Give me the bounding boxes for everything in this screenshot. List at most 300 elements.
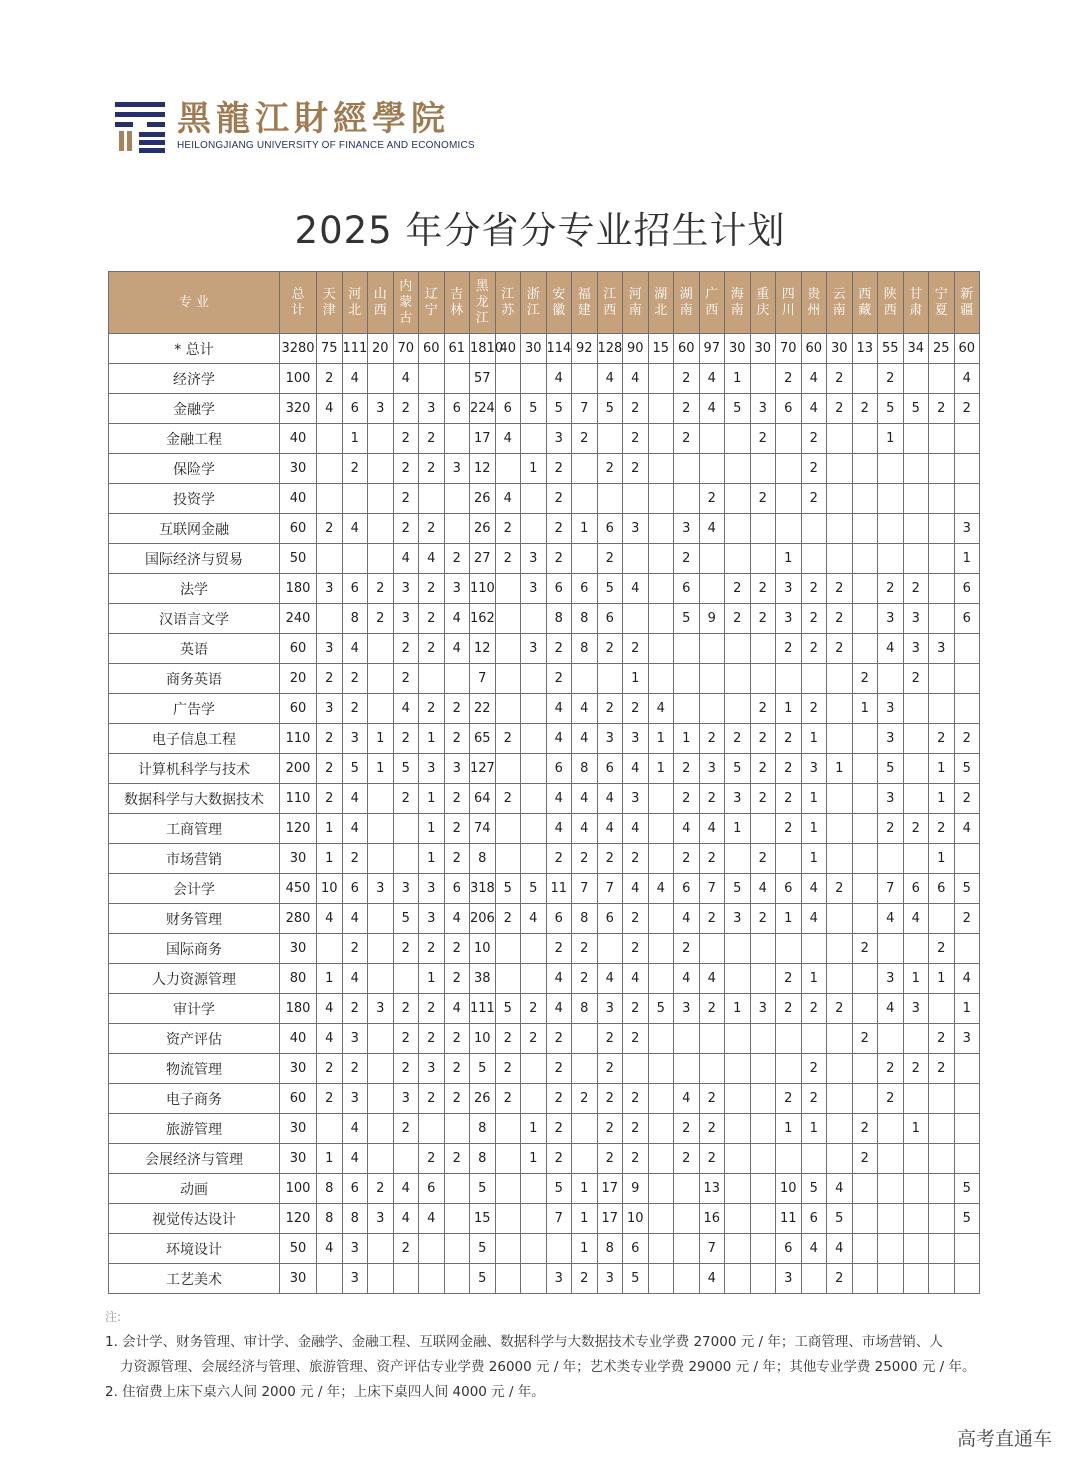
quota-cell: 5 <box>495 874 521 904</box>
quota-cell: 2 <box>546 844 572 874</box>
column-header <box>280 272 317 334</box>
quota-cell: 2 <box>342 934 368 964</box>
quota-cell: 90 <box>623 334 649 364</box>
quota-cell: 1 <box>317 844 343 874</box>
quota-cell <box>699 694 725 724</box>
quota-cell: 7 <box>699 874 725 904</box>
quota-cell <box>495 664 521 694</box>
quota-cell: 3 <box>674 994 700 1024</box>
quota-cell <box>954 1114 980 1144</box>
quota-cell: 2 <box>674 934 700 964</box>
quota-cell <box>852 1264 878 1294</box>
quota-cell: 1 <box>903 1114 929 1144</box>
quota-cell <box>368 1264 394 1294</box>
quota-cell <box>750 664 776 694</box>
quota-cell <box>317 424 343 454</box>
table-row <box>109 1174 980 1204</box>
quota-cell <box>929 574 955 604</box>
quota-cell: 4 <box>572 814 598 844</box>
quota-cell: 13 <box>852 334 878 364</box>
quota-cell: 30 <box>827 334 853 364</box>
quota-cell <box>674 1174 700 1204</box>
quota-cell <box>903 1084 929 1114</box>
quota-cell <box>852 424 878 454</box>
column-header <box>648 272 674 334</box>
quota-cell: 60 <box>419 334 445 364</box>
quota-cell: 2 <box>393 514 419 544</box>
quota-cell: 2 <box>623 934 649 964</box>
quota-cell: 6 <box>597 514 623 544</box>
quota-cell: 3 <box>623 514 649 544</box>
quota-cell: 70 <box>776 334 802 364</box>
quota-cell <box>444 424 470 454</box>
quota-cell <box>521 754 547 784</box>
major-name-cell: 财务管理 <box>109 904 280 934</box>
quota-cell: 6 <box>929 874 955 904</box>
quota-cell: 5 <box>470 1054 496 1084</box>
quota-cell <box>827 1144 853 1174</box>
quota-cell: 10 <box>623 1204 649 1234</box>
quota-cell <box>725 424 751 454</box>
quota-cell: 2 <box>342 694 368 724</box>
quota-cell <box>929 1144 955 1174</box>
quota-cell <box>521 664 547 694</box>
quota-cell <box>521 1204 547 1234</box>
quota-cell <box>903 514 929 544</box>
table-row <box>109 634 980 664</box>
column-header <box>393 272 419 334</box>
quota-cell: 2 <box>419 424 445 454</box>
quota-cell <box>750 364 776 394</box>
quota-cell: 2 <box>827 1264 853 1294</box>
quota-cell: 3 <box>342 1264 368 1294</box>
quota-cell: 2 <box>393 1054 419 1084</box>
quota-cell <box>521 724 547 754</box>
quota-cell <box>954 694 980 724</box>
quota-cell: 5 <box>954 874 980 904</box>
quota-cell: 4 <box>546 994 572 1024</box>
quota-cell: 4 <box>444 604 470 634</box>
page-title: 2025 年分省分专业招生计划 <box>294 209 786 252</box>
quota-cell: 2 <box>393 1234 419 1264</box>
quota-cell: 6 <box>342 874 368 904</box>
column-header-label: 四川 <box>781 286 795 318</box>
quota-cell: 15 <box>648 334 674 364</box>
quota-cell <box>444 1114 470 1144</box>
quota-cell: 2 <box>342 994 368 1024</box>
quota-cell: 3 <box>419 754 445 784</box>
quota-cell: 4 <box>674 814 700 844</box>
quota-cell: 6 <box>546 754 572 784</box>
quota-cell: 2 <box>674 1144 700 1174</box>
quota-cell <box>827 1054 853 1084</box>
quota-cell: 2 <box>317 754 343 784</box>
quota-cell: 2 <box>419 934 445 964</box>
quota-cell: 1 <box>725 814 751 844</box>
quota-cell <box>801 1264 827 1294</box>
quota-cell: 2 <box>623 1084 649 1114</box>
quota-cell: 7 <box>546 1204 572 1234</box>
quota-cell: 2 <box>546 484 572 514</box>
quota-cell: 8 <box>572 994 598 1024</box>
quota-cell: 30 <box>750 334 776 364</box>
quota-cell: 2 <box>444 934 470 964</box>
quota-cell: 2 <box>954 784 980 814</box>
quota-cell: 4 <box>801 1234 827 1264</box>
quota-cell <box>368 1114 394 1144</box>
major-name-cell: 数据科学与大数据技术 <box>109 784 280 814</box>
quota-cell: 1 <box>776 1114 802 1144</box>
quota-cell: 2 <box>495 724 521 754</box>
watermark-text: 高考直通车 <box>956 1428 1052 1450</box>
quota-cell: 1 <box>801 964 827 994</box>
quota-cell <box>368 484 394 514</box>
quota-cell: 2 <box>929 934 955 964</box>
quota-cell: 2 <box>546 1054 572 1084</box>
quota-cell: 2 <box>546 634 572 664</box>
quota-cell: 4 <box>342 904 368 934</box>
quota-cell: 2 <box>852 1114 878 1144</box>
quota-cell <box>903 1204 929 1234</box>
quota-cell <box>419 1264 445 1294</box>
quota-cell: 2 <box>674 754 700 784</box>
quota-cell: 2 <box>444 544 470 574</box>
quota-cell <box>342 484 368 514</box>
quota-cell: 5 <box>954 754 980 784</box>
quota-cell: 2 <box>929 394 955 424</box>
quota-cell <box>368 454 394 484</box>
quota-cell <box>878 1114 904 1144</box>
quota-cell: 8 <box>572 634 598 664</box>
quota-cell: 1 <box>342 424 368 454</box>
quota-cell <box>648 484 674 514</box>
quota-cell: 6 <box>801 1204 827 1234</box>
quota-cell: 10 <box>470 1024 496 1054</box>
university-name-en: HEILONGJIANG UNIVERSITY OF FINANCE AND ECONOMICS <box>177 140 475 151</box>
quota-cell: 2 <box>419 514 445 544</box>
quota-cell: 8 <box>572 604 598 634</box>
quota-cell: 3 <box>954 514 980 544</box>
quota-cell <box>674 484 700 514</box>
quota-cell: 3 <box>903 634 929 664</box>
quota-cell: 4 <box>317 994 343 1024</box>
quota-cell: 5 <box>546 1174 572 1204</box>
quota-cell: 4 <box>572 784 598 814</box>
quota-cell: 8 <box>470 1114 496 1144</box>
quota-cell <box>648 1144 674 1174</box>
quota-cell: 2 <box>419 694 445 724</box>
quota-cell: 2 <box>597 1024 623 1054</box>
notes-section <box>105 1305 995 1405</box>
quota-cell <box>903 454 929 484</box>
quota-cell: 20 <box>368 334 394 364</box>
quota-cell <box>852 1204 878 1234</box>
quota-cell: 2 <box>393 664 419 694</box>
quota-cell: 6 <box>776 1234 802 1264</box>
quota-cell <box>852 514 878 544</box>
quota-cell: 4 <box>393 364 419 394</box>
quota-cell: 2 <box>776 724 802 754</box>
quota-cell: 60 <box>280 1084 317 1114</box>
quota-cell: 4 <box>750 874 776 904</box>
notes-title: 注: <box>105 1310 122 1324</box>
major-name-cell: 旅游管理 <box>109 1114 280 1144</box>
quota-cell: 5 <box>470 1264 496 1294</box>
quota-cell: 3280 <box>280 334 317 364</box>
quota-cell: 3 <box>368 1204 394 1234</box>
quota-cell: 60 <box>801 334 827 364</box>
quota-cell: 4 <box>546 694 572 724</box>
quota-cell: 8 <box>342 604 368 634</box>
quota-cell: 2 <box>317 724 343 754</box>
quota-cell: 2 <box>546 934 572 964</box>
quota-cell <box>317 934 343 964</box>
quota-cell: 2 <box>878 1054 904 1084</box>
quota-cell: 1 <box>954 544 980 574</box>
quota-cell: 5 <box>597 394 623 424</box>
quota-cell <box>521 934 547 964</box>
quota-cell <box>648 1084 674 1114</box>
quota-cell: 2 <box>546 514 572 544</box>
major-name-cell: 电子商务 <box>109 1084 280 1114</box>
quota-cell <box>725 664 751 694</box>
quota-cell: 2 <box>852 1144 878 1174</box>
quota-cell <box>521 364 547 394</box>
column-header <box>495 272 521 334</box>
quota-cell: 3 <box>903 994 929 1024</box>
column-header-label: 福建 <box>577 286 591 318</box>
quota-cell: 3 <box>393 574 419 604</box>
quota-cell: 2 <box>801 994 827 1024</box>
quota-cell: 7 <box>699 1234 725 1264</box>
quota-cell <box>648 424 674 454</box>
quota-cell <box>572 364 598 394</box>
quota-cell: 3 <box>419 1054 445 1084</box>
quota-cell: 2 <box>444 1054 470 1084</box>
quota-cell: 2 <box>954 724 980 754</box>
quota-cell: 4 <box>878 994 904 1024</box>
column-header-label: 云南 <box>832 286 846 318</box>
quota-cell: 8 <box>342 1204 368 1234</box>
quota-cell <box>954 1144 980 1174</box>
major-name-cell: 投资学 <box>109 484 280 514</box>
quota-cell: 4 <box>623 814 649 844</box>
quota-cell: 4 <box>444 994 470 1024</box>
quota-cell: 2 <box>597 1084 623 1114</box>
quota-cell <box>852 874 878 904</box>
quota-cell: 8 <box>597 1234 623 1264</box>
quota-cell: 2 <box>342 1054 368 1084</box>
table-row <box>109 994 980 1024</box>
quota-cell: 50 <box>280 1234 317 1264</box>
column-header-label: 浙江 <box>526 286 540 318</box>
quota-cell: 1 <box>572 1174 598 1204</box>
quota-cell: 2 <box>725 604 751 634</box>
quota-cell: 2 <box>929 1024 955 1054</box>
quota-cell: 2 <box>623 424 649 454</box>
column-header <box>470 272 496 334</box>
quota-cell: 4 <box>801 904 827 934</box>
quota-cell <box>495 574 521 604</box>
quota-cell <box>393 814 419 844</box>
column-header <box>827 272 853 334</box>
quota-cell <box>750 1204 776 1234</box>
quota-cell <box>495 1114 521 1144</box>
quota-cell: 2 <box>699 994 725 1024</box>
quota-cell <box>903 844 929 874</box>
quota-cell: 2 <box>827 874 853 904</box>
quota-cell: 2 <box>878 364 904 394</box>
quota-cell <box>368 904 394 934</box>
quota-cell: 2 <box>852 664 878 694</box>
quota-cell: 2 <box>725 724 751 754</box>
quota-cell: 30 <box>280 934 317 964</box>
quota-cell <box>852 574 878 604</box>
quota-cell <box>852 454 878 484</box>
quota-cell: 4 <box>699 514 725 544</box>
quota-cell: 2 <box>521 1024 547 1054</box>
quota-cell <box>393 964 419 994</box>
quota-cell: 3 <box>342 1234 368 1264</box>
quota-cell: 2 <box>750 694 776 724</box>
major-name-cell: 汉语言文学 <box>109 604 280 634</box>
quota-cell: 6 <box>903 874 929 904</box>
quota-cell: 2 <box>929 814 955 844</box>
quota-cell: 61 <box>444 334 470 364</box>
quota-cell: 320 <box>280 394 317 424</box>
quota-cell: 2 <box>699 724 725 754</box>
major-name-cell: 市场营销 <box>109 844 280 874</box>
major-name-cell: 资产评估 <box>109 1024 280 1054</box>
quota-cell: 4 <box>623 364 649 394</box>
quota-cell: 110 <box>280 784 317 814</box>
column-header-label: 贵州 <box>807 286 821 318</box>
quota-cell <box>903 1264 929 1294</box>
quota-cell <box>368 844 394 874</box>
quota-cell: 5 <box>495 994 521 1024</box>
quota-cell <box>929 514 955 544</box>
major-column-header: 专 业 <box>109 272 280 334</box>
quota-cell <box>903 364 929 394</box>
quota-cell: 2 <box>623 844 649 874</box>
quota-cell <box>648 544 674 574</box>
quota-cell: 2 <box>801 1084 827 1114</box>
quota-cell: 4 <box>342 634 368 664</box>
quota-cell: 30 <box>280 1114 317 1144</box>
quota-cell <box>521 964 547 994</box>
column-header-label: 湖南 <box>679 286 693 318</box>
quota-cell <box>929 544 955 574</box>
quota-cell: 6 <box>444 394 470 424</box>
quota-cell: 2 <box>495 1084 521 1114</box>
quota-cell: 2 <box>393 1024 419 1054</box>
quota-cell <box>954 664 980 694</box>
quota-cell: 1 <box>776 694 802 724</box>
quota-cell <box>878 1024 904 1054</box>
quota-cell <box>699 574 725 604</box>
quota-cell <box>419 484 445 514</box>
quota-cell <box>776 1054 802 1084</box>
quota-cell: 4 <box>597 784 623 814</box>
quota-cell <box>903 754 929 784</box>
quota-cell <box>597 484 623 514</box>
column-header <box>597 272 623 334</box>
major-name-cell: 会计学 <box>109 874 280 904</box>
table-row <box>109 394 980 424</box>
quota-cell: 4 <box>699 814 725 844</box>
column-header <box>444 272 470 334</box>
quota-cell <box>725 1144 751 1174</box>
quota-cell: 3 <box>546 1264 572 1294</box>
quota-cell: 4 <box>444 904 470 934</box>
quota-cell <box>852 844 878 874</box>
quota-cell <box>903 724 929 754</box>
note-accommodation: 2. 住宿费上床下桌六人间 2000 元 / 年；上床下桌四人间 4000 元 / 年。 <box>105 1384 545 1400</box>
quota-cell: 3 <box>597 724 623 754</box>
quota-cell: 2 <box>827 574 853 604</box>
quota-cell: 3 <box>623 724 649 754</box>
quota-cell: 2 <box>674 544 700 574</box>
quota-cell: 3 <box>725 904 751 934</box>
quota-cell: 120 <box>280 814 317 844</box>
quota-cell: 4 <box>878 904 904 934</box>
table-row <box>109 964 980 994</box>
major-name-cell: 经济学 <box>109 364 280 394</box>
quota-cell <box>827 424 853 454</box>
quota-cell: 1 <box>521 1144 547 1174</box>
quota-cell <box>827 934 853 964</box>
quota-cell: 2 <box>878 814 904 844</box>
quota-cell: 75 <box>317 334 343 364</box>
quota-cell <box>674 1204 700 1234</box>
major-name-cell: 计算机科学与技术 <box>109 754 280 784</box>
quota-cell: 2 <box>776 964 802 994</box>
quota-cell: 2 <box>368 1174 394 1204</box>
quota-cell: 2 <box>878 574 904 604</box>
quota-cell <box>827 664 853 694</box>
quota-cell <box>878 514 904 544</box>
quota-cell: 2 <box>419 604 445 634</box>
quota-cell: 11 <box>776 1204 802 1234</box>
quota-cell: 8 <box>317 1204 343 1234</box>
university-emblem-icon <box>115 100 165 152</box>
quota-cell <box>368 964 394 994</box>
quota-cell: 3 <box>393 1084 419 1114</box>
quota-cell: 4 <box>342 1114 368 1144</box>
quota-cell <box>725 1114 751 1144</box>
column-header <box>342 272 368 334</box>
quota-cell <box>878 1144 904 1174</box>
quota-cell: 60 <box>280 514 317 544</box>
quota-cell <box>903 1234 929 1264</box>
quota-cell <box>317 454 343 484</box>
quota-cell: 2 <box>597 454 623 484</box>
table-row <box>109 604 980 634</box>
quota-cell: 100 <box>280 364 317 394</box>
quota-cell: 2 <box>801 574 827 604</box>
university-name-cn: 黑龍江財經學院 <box>177 99 450 139</box>
quota-cell <box>572 544 598 574</box>
quota-cell: 4 <box>342 1144 368 1174</box>
quota-cell <box>648 1054 674 1084</box>
quota-cell: 3 <box>368 994 394 1024</box>
quota-cell: 3 <box>801 754 827 784</box>
quota-cell: 3 <box>623 784 649 814</box>
quota-cell: 1810 <box>470 334 496 364</box>
quota-cell <box>827 724 853 754</box>
quota-cell <box>827 1114 853 1144</box>
column-header <box>776 272 802 334</box>
